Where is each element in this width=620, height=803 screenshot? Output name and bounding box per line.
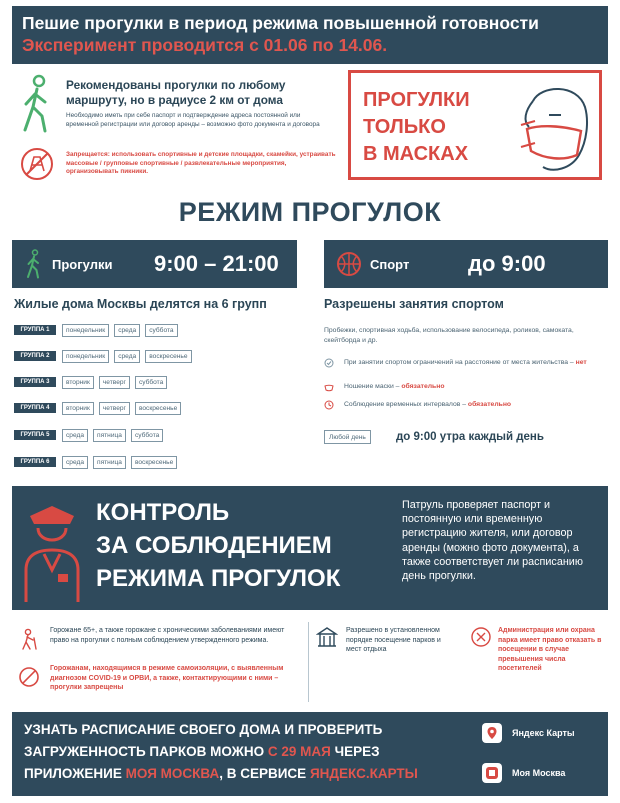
group-day: пятница <box>93 456 126 469</box>
rule-distance-accent: нет <box>575 359 587 366</box>
control-text: Патруль проверяет паспорт и постоянную или временную регистрацию жителя, или договор аренды (можно фото документа), а также соответствует ли расписанию день прогулки. <box>402 499 583 583</box>
group-day: суббота <box>145 324 177 337</box>
group-row <box>14 322 183 338</box>
footer-line-2a: ЗАГРУЖЕННОСТЬ ПАРКОВ МОЖНО <box>24 744 268 759</box>
group-day: среда <box>114 324 140 337</box>
control-heading-3: РЕЖИМА ПРОГУЛОК <box>96 565 341 592</box>
experiment-dates: Эксперимент проводится с 01.06 по 14.06. <box>22 35 388 55</box>
no-playground-icon <box>20 147 54 181</box>
parks-text: Разрешено в установленном порядке посещение парков и мест отдыха <box>346 627 441 654</box>
group-day: пятница <box>93 429 126 442</box>
basketball-icon <box>336 251 362 277</box>
rule-interval-text: Соблюдение временных интервалов – <box>344 401 468 408</box>
group-row <box>14 400 186 416</box>
groups-title: Жилые дома Москвы делятся на 6 групп <box>14 297 267 311</box>
footer-line-3c: , В СЕРВИСЕ <box>219 766 310 781</box>
park-gate-icon <box>316 626 338 648</box>
group-day: воскресенье <box>145 350 191 363</box>
group-day: воскресенье <box>135 402 181 415</box>
any-day-tag: Любой день <box>324 430 371 444</box>
group-day: воскресенье <box>131 456 177 469</box>
footer-date: С 29 МАЯ <box>267 744 331 759</box>
rule-mask-accent: обязательно <box>401 383 445 390</box>
group-badge: ГРУППА 2 <box>14 351 56 361</box>
no-entry-icon <box>18 666 40 688</box>
group-row <box>14 348 197 364</box>
sport-time: до 9:00 <box>468 251 546 276</box>
yandex-maps-app[interactable] <box>482 722 575 744</box>
group-row <box>14 454 182 470</box>
group-row <box>14 427 168 443</box>
recommend-note: Необходимо иметь при себе паспорт и подтверждение адреса постоянной или временной регистрации или договор аренды – возможно фото документа и договора <box>66 112 320 128</box>
elderly-text: Горожане 65+, а также горожане с хроническими заболеваниями имеют право на прогулки с полным соблюдением утвержденного режима. <box>50 627 285 644</box>
footer-line-1: УЗНАТЬ РАСПИСАНИЕ СВОЕГО ДОМА И ПРОВЕРИТЬ <box>24 722 383 737</box>
police-officer-icon <box>22 498 82 604</box>
yandex-maps-label: Яндекс Карты <box>512 728 575 738</box>
footer-line-3a: ПРИЛОЖЕНИЕ <box>24 766 126 781</box>
check-circle-icon <box>324 358 334 368</box>
rule-mask-text: Ношение маски – <box>344 383 402 390</box>
group-row <box>14 374 172 390</box>
ban-text: Запрещается: использовать спортивные и детские площадки, скамейки, устраивать массовые / групповые спортивные / развлекательные мероприятия, организовывать пикники. <box>66 151 336 176</box>
elderly-person-icon <box>18 628 40 650</box>
group-day: вторник <box>62 402 94 415</box>
mask-line-3: В МАСКАХ <box>363 143 469 165</box>
recommend-title: Рекомендованы прогулки по любому маршруту, но в радиусе 2 км от дома <box>66 78 286 107</box>
group-day: среда <box>62 429 88 442</box>
moya-moskva-app[interactable] <box>482 762 565 784</box>
quarantine-text: Горожанам, находящимся в режиме самоизоляции, с выявленным диагнозом COVID-19 и ОРВИ, а также, контактирующими с ними – прогулки запрещены <box>50 665 284 692</box>
mask-icon <box>324 382 334 392</box>
walk-time: 9:00 – 21:00 <box>154 251 279 276</box>
any-day-text: до 9:00 утра каждый день <box>396 431 544 443</box>
group-badge: ГРУППА 3 <box>14 377 56 387</box>
walk-label: Прогулки <box>52 256 113 272</box>
footer-app-name: МОЯ МОСКВА <box>125 766 220 781</box>
mask-line-2: ТОЛЬКО <box>363 116 446 138</box>
masks-required-box <box>348 70 602 180</box>
group-badge: ГРУППА 1 <box>14 325 56 335</box>
admin-text: Администрация или охрана парка имеет право отказать в посещении в случае превышения числа посетителей <box>498 627 602 673</box>
group-badge: ГРУППА 4 <box>14 403 56 413</box>
group-badge: ГРУППА 6 <box>14 457 56 467</box>
group-day: четверг <box>99 402 130 415</box>
group-badge: ГРУППА 5 <box>14 430 56 440</box>
control-heading-2: ЗА СОБЛЮДЕНИЕМ <box>96 532 332 559</box>
footer-banner <box>12 712 608 796</box>
footer-line-2c: ЧЕРЕЗ <box>330 744 380 759</box>
group-day: среда <box>62 456 88 469</box>
page-title: Пешие прогулки в период режима повышенной готовности <box>22 13 539 33</box>
sport-title: Разрешены занятия спортом <box>324 297 504 311</box>
group-day: суббота <box>135 376 167 389</box>
rule-distance-text: При занятии спортом ограничений на расстояние от места жительства – <box>344 359 576 366</box>
group-day: среда <box>114 350 140 363</box>
group-day: суббота <box>131 429 163 442</box>
mode-title: РЕЖИМ ПРОГУЛОК <box>178 197 442 227</box>
sport-description: Пробежки, спортивная ходьба, использование велосипеда, роликов, самоката, скейтборда и др. <box>324 327 574 344</box>
walking-person-icon <box>20 74 54 134</box>
cancel-circle-icon <box>470 626 492 648</box>
header-banner <box>12 6 608 64</box>
mask-line-1: ПРОГУЛКИ <box>363 89 470 111</box>
moya-moskva-label: Моя Москва <box>512 768 566 778</box>
masked-face-icon <box>507 81 593 177</box>
footer-service-name: ЯНДЕКС.КАРТЫ <box>309 766 418 781</box>
yandex-maps-icon <box>482 723 502 743</box>
divider <box>308 622 309 702</box>
group-day: понедельник <box>62 350 109 363</box>
control-heading-1: КОНТРОЛЬ <box>96 499 230 526</box>
walking-person-icon <box>24 249 44 279</box>
group-day: четверг <box>99 376 130 389</box>
rule-interval-accent: обязательно <box>467 401 512 408</box>
control-banner <box>12 486 608 610</box>
group-day: понедельник <box>62 324 109 337</box>
group-day: вторник <box>62 376 94 389</box>
sport-hours-bar <box>324 240 608 288</box>
sport-label: Спорт <box>370 256 410 272</box>
walk-hours-bar <box>12 240 297 288</box>
clock-icon <box>324 400 334 410</box>
moya-moskva-icon <box>482 763 502 783</box>
